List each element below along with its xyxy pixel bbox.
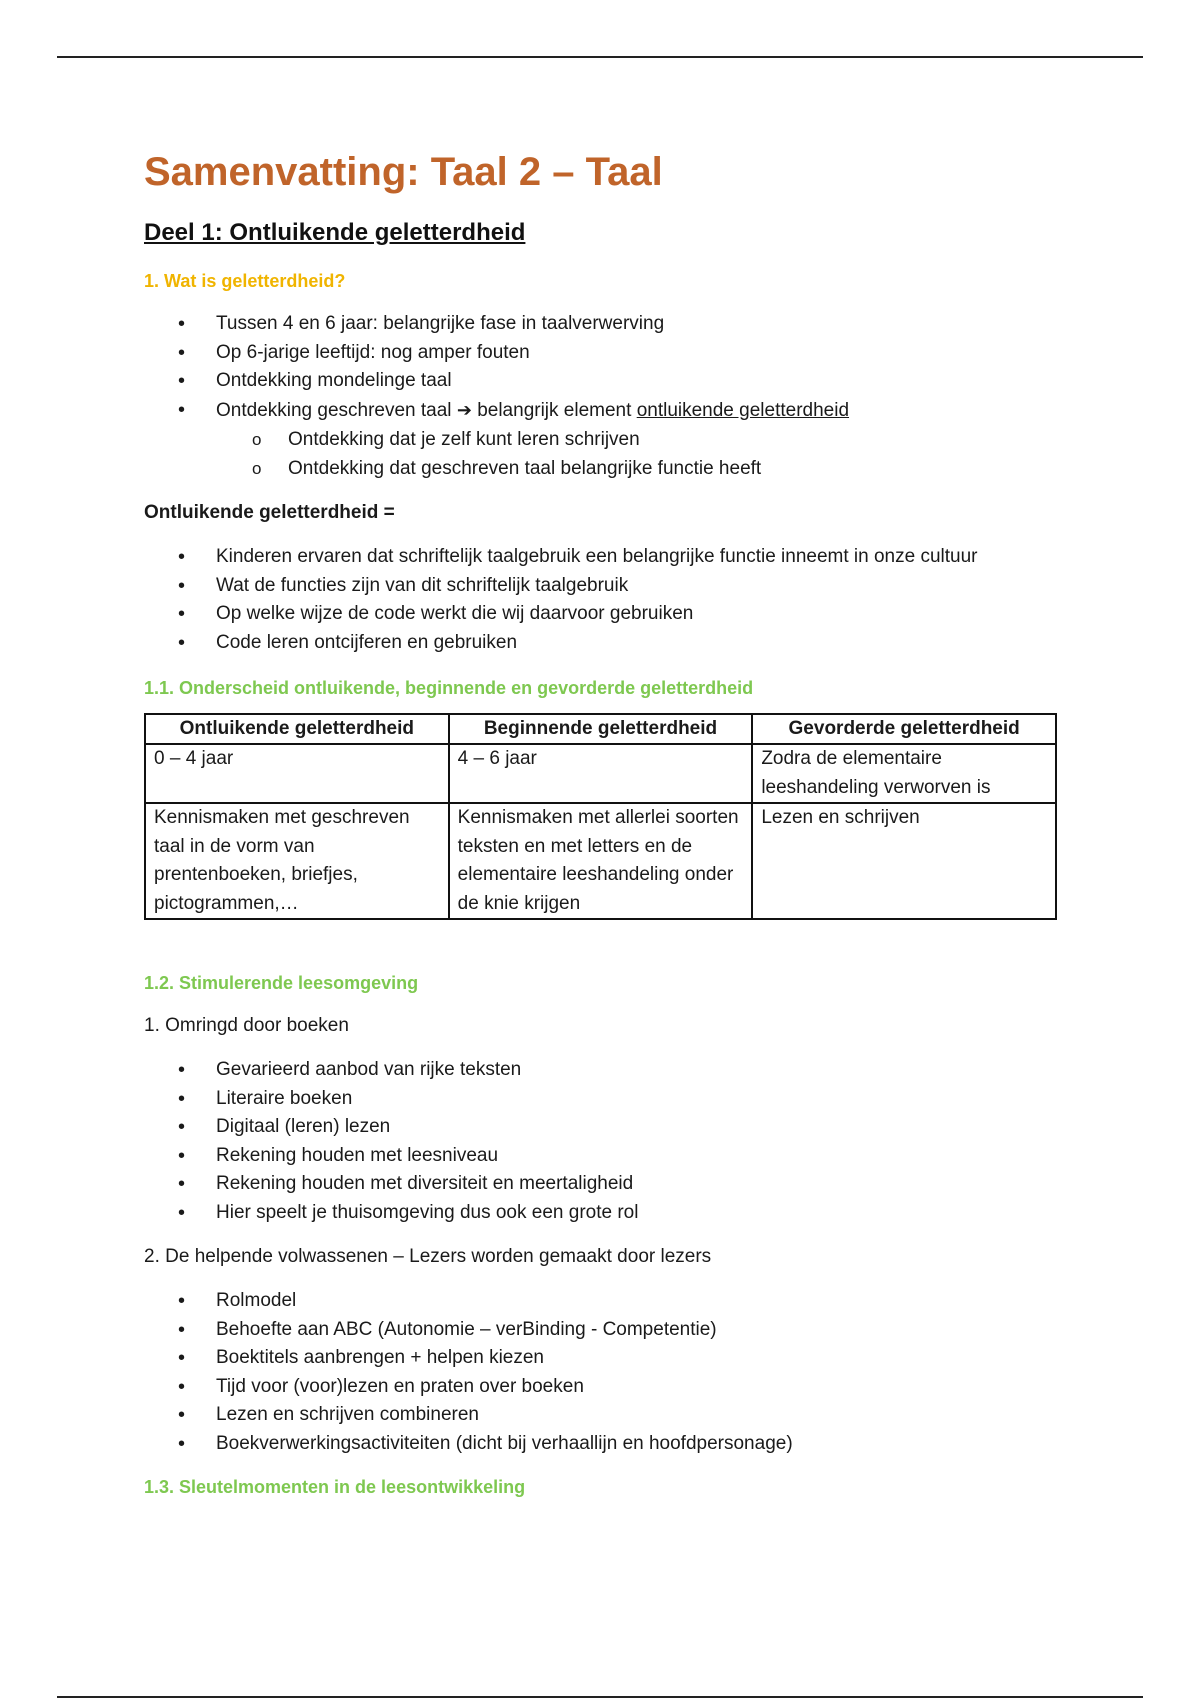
list-item: • Tijd voor (voor)lezen en praten over boeken (144, 1373, 1084, 1402)
list-item: • Boektitels aanbrengen + helpen kiezen (144, 1344, 1084, 1373)
list-item: • Ontdekking mondelinge taal (144, 367, 1084, 396)
list-item: • Op welke wijze de code werkt die wij daarvoor gebruiken (144, 600, 1084, 629)
table-cell: Zodra de elementaire leeshandeling verworven is (752, 744, 1056, 803)
table-cell: Kennismaken met geschreven taal in de vorm van prentenboeken, briefjes, pictogrammen,… (145, 803, 449, 919)
section-heading-1-1: 1.1. Onderscheid ontluikende, beginnende en gevorderde geletterdheid (144, 678, 754, 698)
list-item: • Boekverwerkingsactiviteiten (dicht bij verhaallijn en hoofdpersonage) (144, 1430, 1084, 1459)
table-cell: 4 – 6 jaar (449, 744, 753, 803)
bullet-list (144, 1287, 1084, 1458)
bottom-rule (57, 1696, 1143, 1698)
list-item-text: Ontdekking geschreven taal (216, 399, 452, 421)
paragraph: 2. De helpende volwassenen – Lezers worden gemaakt door lezers (144, 1246, 712, 1267)
list-item: • Rekening houden met leesniveau (144, 1142, 1084, 1171)
list-item: • Hier speelt je thuisomgeving dus ook een grote rol (144, 1199, 1084, 1228)
list-item: • Lezen en schrijven combineren (144, 1401, 1084, 1430)
sub-list-item: o Ontdekking dat geschreven taal belangrijke functie heeft (144, 454, 1084, 483)
list-item: • Literaire boeken (144, 1085, 1084, 1114)
list-item: • Op 6-jarige leeftijd: nog amper fouten (144, 339, 1084, 368)
column-header: Ontluikende geletterdheid (145, 714, 449, 744)
table-cell: Kennismaken met allerlei soorten teksten en met letters en de elementaire leeshandeling onder de knie krijgen (449, 803, 753, 919)
section-heading-1-3: 1.3. Sleutelmomenten in de leesontwikkeling (144, 1477, 526, 1497)
table-cell: 0 – 4 jaar (145, 744, 449, 803)
list-item: • Code leren ontcijferen en gebruiken (144, 629, 1084, 658)
sub-list (144, 425, 1084, 483)
arrow-icon: ➔ (456, 399, 472, 420)
list-item: • Gevarieerd aanbod van rijke teksten (144, 1056, 1084, 1085)
list-item: • Tussen 4 en 6 jaar: belangrijke fase in taalverwerving (144, 310, 1084, 339)
document-body (144, 144, 1084, 1500)
column-header: Gevorderde geletterdheid (752, 714, 1056, 744)
literacy-table (144, 713, 1057, 920)
list-item: • Wat de functies zijn van dit schriftelijk taalgebruik (144, 572, 1084, 601)
bullet-list (144, 1056, 1084, 1227)
table-row (145, 803, 1056, 919)
table-row (145, 744, 1056, 803)
list-item: • Kinderen ervaren dat schriftelijk taalgebruik een belangrijke functie inneemt in onze cultuur (144, 543, 1084, 572)
definition-label: Ontluikende geletterdheid = (144, 502, 395, 523)
table-cell: Lezen en schrijven (752, 803, 1056, 919)
list-item-text: belangrijk element (477, 399, 632, 421)
list-item: • Digitaal (leren) lezen (144, 1113, 1084, 1142)
sub-list-item: o Ontdekking dat je zelf kunt leren schrijven (144, 425, 1084, 454)
list-item: • Rolmodel (144, 1287, 1084, 1316)
top-rule (57, 56, 1143, 58)
paragraph: 1. Omringd door boeken (144, 1015, 349, 1036)
section-heading-1: 1. Wat is geletterdheid? (144, 271, 346, 291)
table-header-row (145, 714, 1056, 744)
bullet-list (144, 310, 1084, 425)
list-item: • Behoefte aan ABC (Autonomie – verBinding - Competentie) (144, 1316, 1084, 1345)
section-heading-1-2: 1.2. Stimulerende leesomgeving (144, 973, 419, 993)
column-header: Beginnende geletterdheid (449, 714, 753, 744)
part-heading: Deel 1: Ontluikende geletterdheid (144, 219, 526, 246)
document-title: Samenvatting: Taal 2 – Taal (144, 150, 663, 194)
underlined-term: ontluikende geletterdheid (636, 399, 850, 421)
definition-list (144, 543, 1084, 657)
list-item: • Rekening houden met diversiteit en meertaligheid (144, 1170, 1084, 1199)
list-item (144, 396, 1084, 426)
